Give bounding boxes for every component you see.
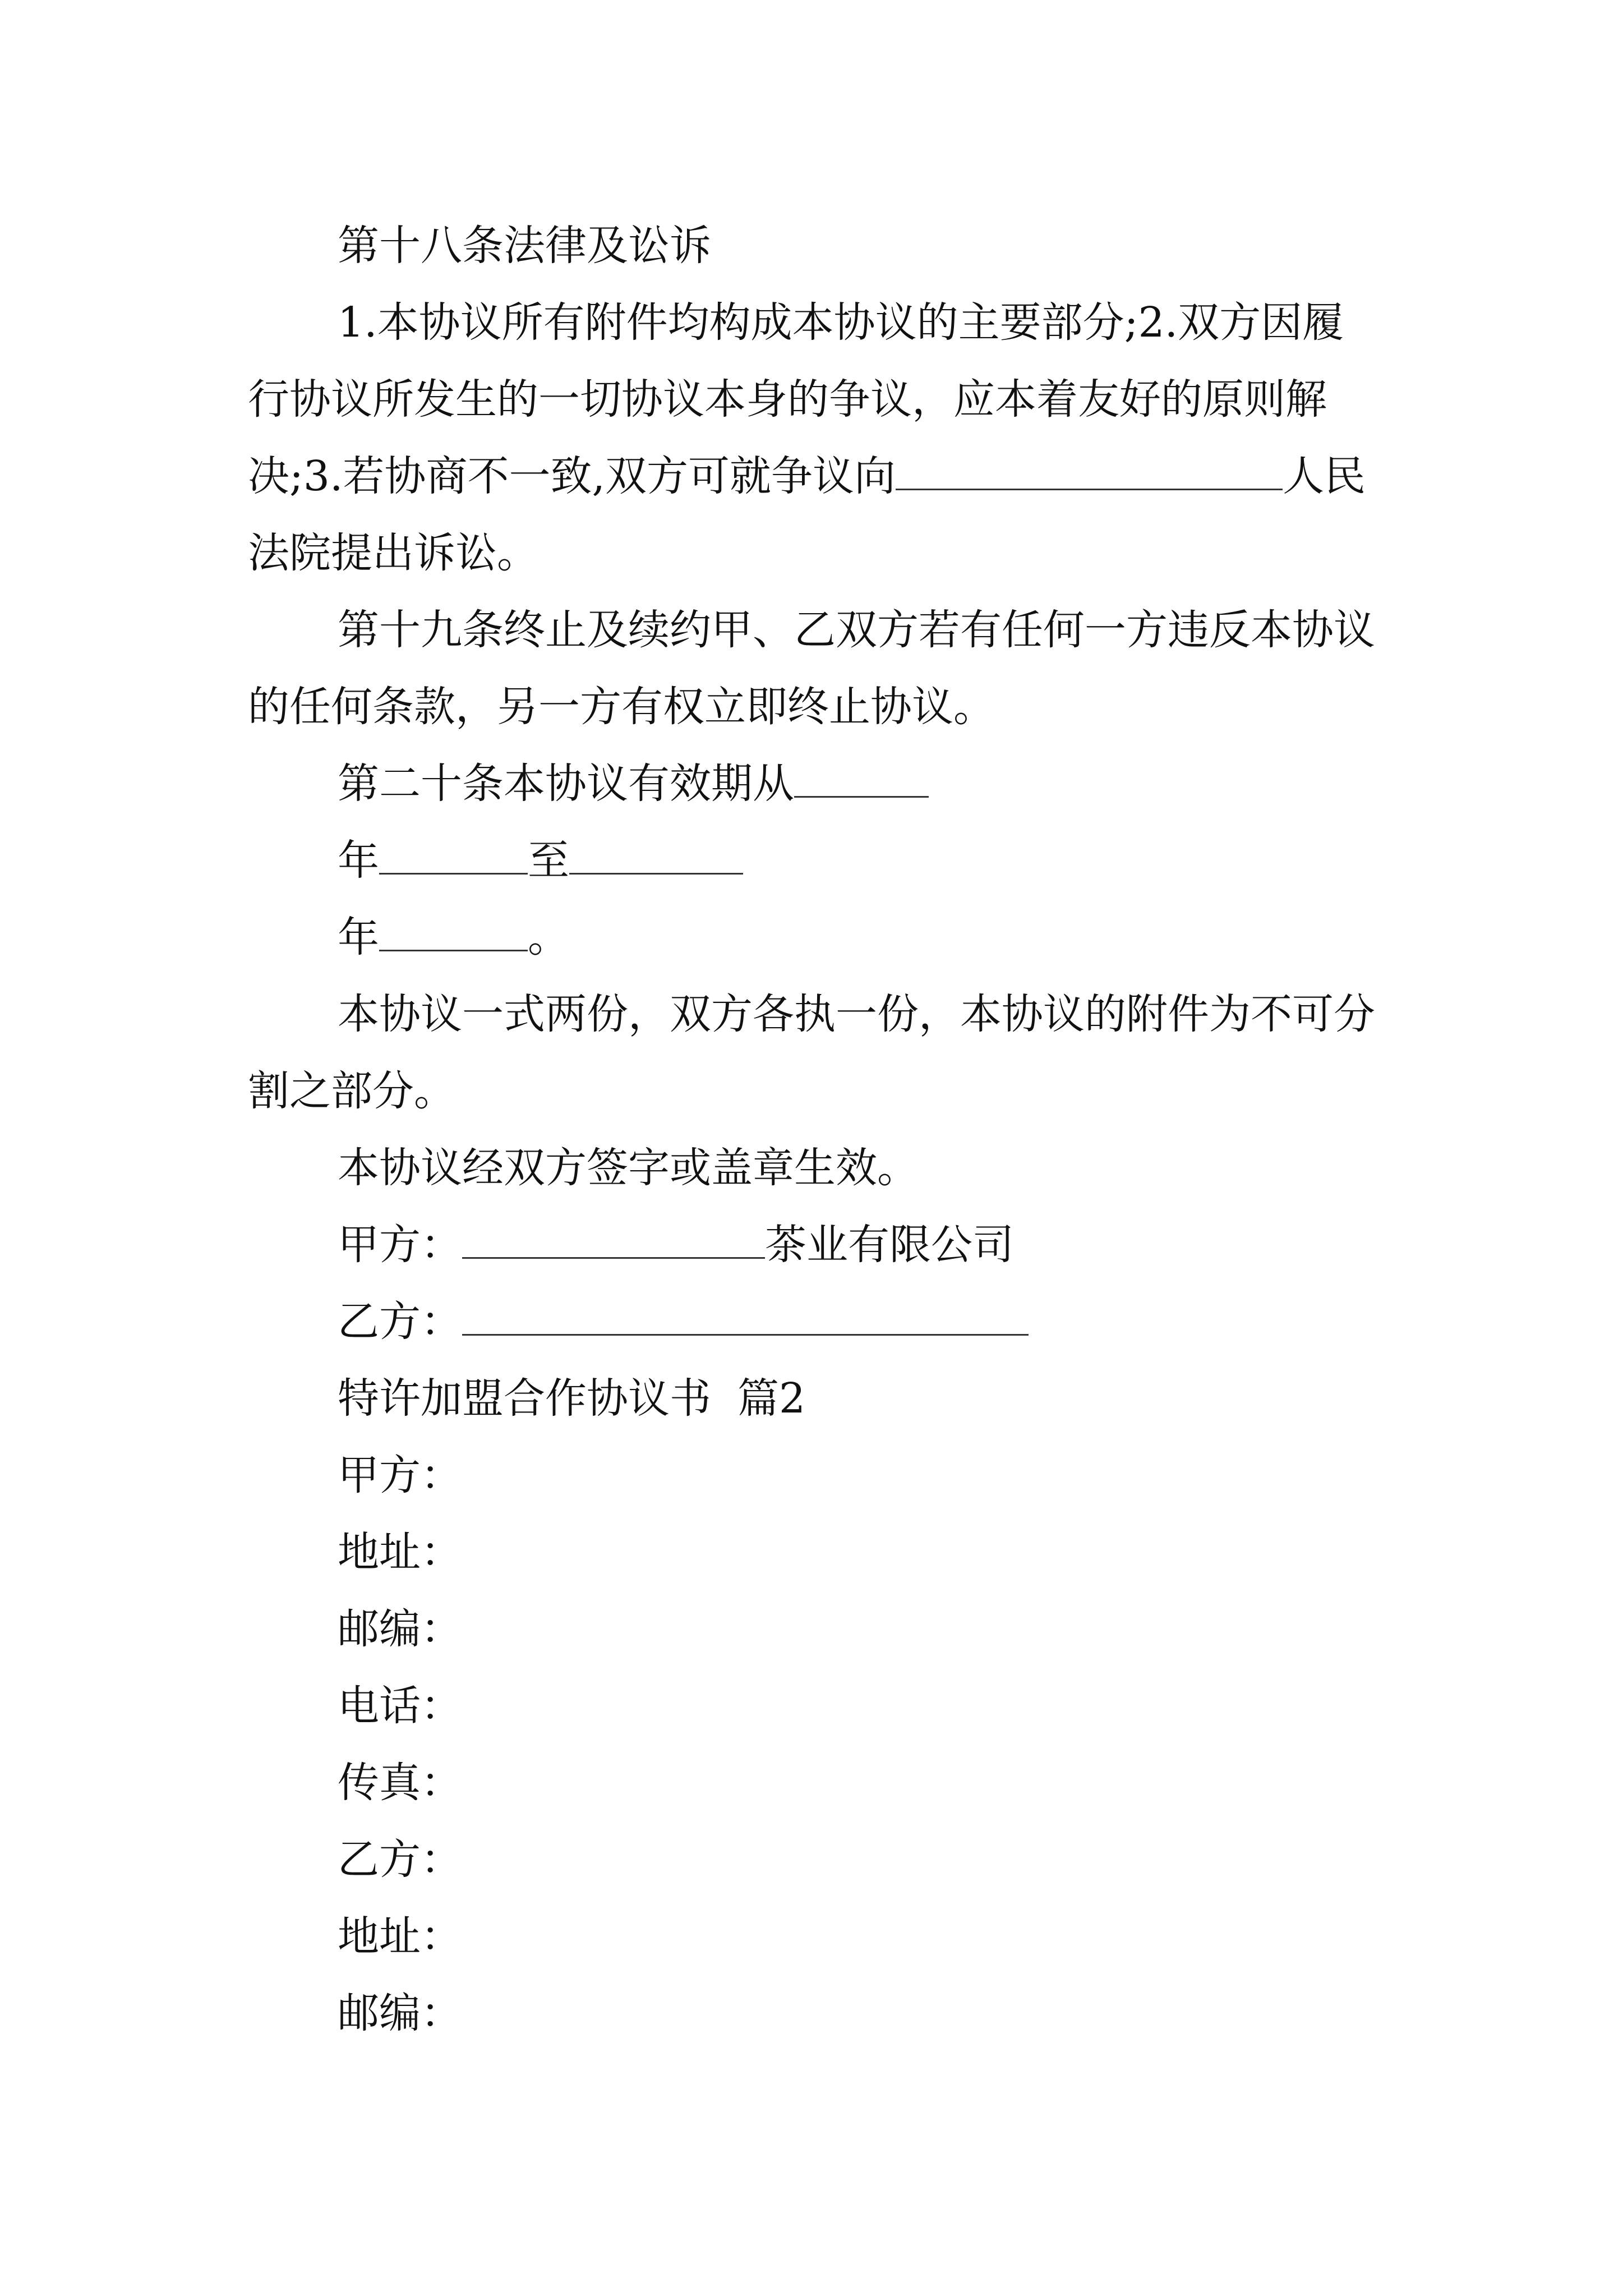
- party-a-company: 茶业有限公司: [765, 1221, 1014, 1269]
- party-a-signature-line: [248, 1207, 1375, 1283]
- copies-paragraph: [248, 976, 1375, 1130]
- document-body: [248, 208, 1375, 2052]
- field-label: 邮编：: [338, 1605, 462, 1653]
- field-party-a: [248, 1437, 1375, 1514]
- party-b-name-blank: [462, 1295, 1029, 1336]
- article-18-title: [248, 208, 1375, 284]
- effect-paragraph: [248, 1130, 1375, 1207]
- field-party-b: [248, 1821, 1375, 1898]
- article-19-text: 第十九条终止及续约甲、乙双方若有任何一方违反本协议的任何条款，另一方有权立即终止协议。: [248, 606, 1375, 731]
- court-name-blank: [896, 449, 1283, 490]
- party-a-name-blank: [462, 1218, 765, 1259]
- party-b-label: 乙方：: [338, 1297, 462, 1346]
- field-postcode-a: [248, 1591, 1375, 1668]
- start-year-blank: [379, 834, 528, 875]
- field-label: 地址：: [338, 1912, 462, 1961]
- field-fax-a: [248, 1745, 1375, 1821]
- party-b-signature-line: [248, 1283, 1375, 1360]
- article-18-text-2: 人民法院提出诉讼。: [248, 452, 1366, 577]
- copies-text: 本协议一式两份，双方各执一份，本协议的附件为不可分割之部分。: [248, 990, 1375, 1115]
- year-label-1: 年: [338, 836, 379, 885]
- start-date-blank: [794, 757, 929, 798]
- article-19-paragraph: [248, 592, 1375, 746]
- field-postcode-b: [248, 1975, 1375, 2052]
- to-label: 至: [528, 836, 569, 885]
- validity-end-line: [248, 899, 1375, 976]
- end-year-blank: [379, 910, 528, 951]
- article-20-paragraph: [248, 746, 1375, 822]
- field-label: 传真：: [338, 1759, 462, 1807]
- field-label: 乙方：: [338, 1835, 462, 1884]
- field-phone-a: [248, 1668, 1375, 1745]
- field-label: 电话：: [338, 1682, 462, 1730]
- article-18-title-text: 第十八条法律及讼诉: [338, 222, 711, 270]
- field-address-b: [248, 1898, 1375, 1975]
- field-address-a: [248, 1514, 1375, 1591]
- article-18-text-1: 1.本协议所有附件均构成本协议的主要部分;2.双方因履行协议所发生的一切协议本身的争议，应本着友好的原则解决;3.若协商不一致,双方可就争议向: [248, 298, 1344, 500]
- section-title-text: 特许加盟合作协议书 篇2: [338, 1374, 806, 1423]
- end-date-blank: [569, 834, 743, 875]
- field-label: 地址：: [338, 1528, 462, 1576]
- effect-text: 本协议经双方签字或盖章生效。: [338, 1144, 919, 1192]
- year-label-2: 年: [338, 913, 379, 961]
- article-18-paragraph: [248, 284, 1375, 592]
- section-title: [248, 1360, 1375, 1437]
- validity-period-line: [248, 822, 1375, 899]
- field-label: 邮编：: [338, 1989, 462, 2037]
- article-20-text: 第二十条本协议有效期从: [338, 760, 794, 808]
- party-a-label: 甲方：: [338, 1221, 462, 1269]
- period-end: 。: [528, 913, 569, 961]
- field-label: 甲方：: [338, 1451, 462, 1499]
